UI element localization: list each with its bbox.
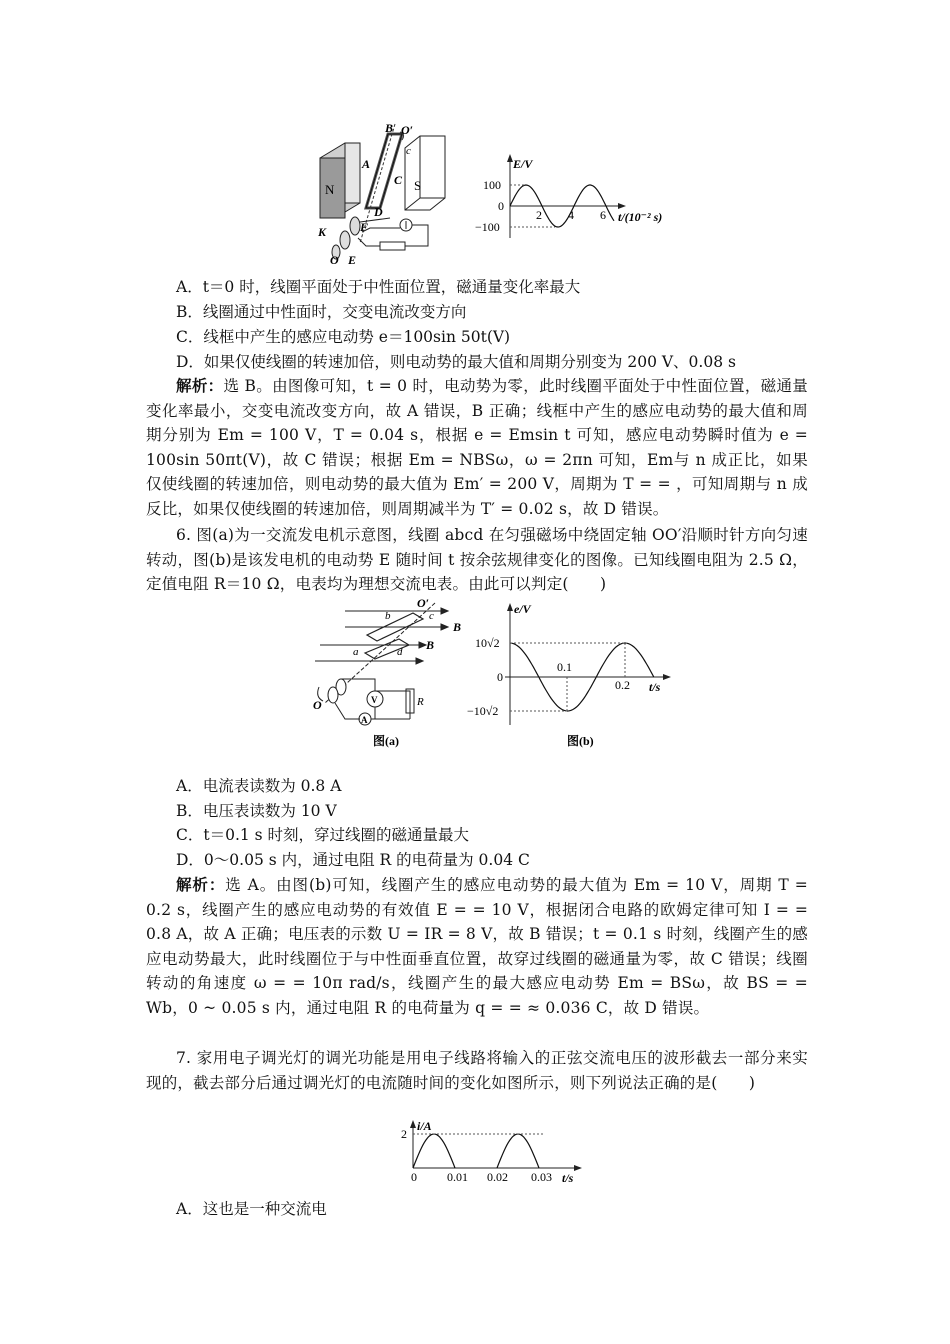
graph3-ymax: 2: [401, 1127, 407, 1141]
graph3-xtick-002: 0.02: [487, 1170, 508, 1182]
label-c: c: [406, 145, 411, 157]
fig2a-label-r: R: [417, 696, 424, 708]
q5-option-d: D．如果仅使线圈的转速加倍，则电动势的最大值和周期分别变为 200 V、0.08 s: [176, 353, 736, 371]
fig2a-ammeter: A: [361, 715, 368, 725]
fig2a-label-a: a: [353, 646, 359, 658]
fig2a-label-b2: B: [426, 638, 435, 652]
fig2a-label-b1: B: [453, 620, 462, 634]
fig2a-label-b: b: [385, 610, 391, 622]
graph1-xtick-4: 4: [568, 208, 574, 222]
graph2-yzero: 0: [497, 670, 503, 684]
graph1-ymax: 100: [483, 178, 501, 192]
q6-analysis-label: 解析：: [176, 875, 226, 894]
q6-option-b: B．电压表读数为 10 V: [176, 802, 337, 820]
emf-graph-2: [467, 602, 671, 748]
graph1-yzero: 0: [498, 199, 504, 213]
q6-option-a: A．电流表读数为 0.8 A: [176, 777, 342, 795]
q6-stem: 6. 图(a)为一交流发电机示意图，线圈 abcd 在匀强磁场中绕固定轴 OO′沿顺时针方向匀速转动，图(b)是该发电机的电动势 E 随时间 t 按余弦规律变化的图像。已知线圈电阻为 2.5 Ω，定值电阻 R＝10 Ω，电表均为理想交流电表。由此可以判定( ): [146, 526, 808, 594]
figure-1-generator: [300, 118, 680, 268]
graph3-xlabel: t/s: [562, 1171, 574, 1182]
magnet-n: [320, 143, 360, 218]
graph1-xlabel: t/(10⁻² s): [618, 210, 663, 224]
graph1-ymin: −100: [475, 220, 500, 234]
label-n: N: [325, 182, 335, 197]
label-s: S: [414, 178, 422, 193]
graph3-ylabel: i/A: [417, 1119, 432, 1133]
figure-2: [305, 595, 690, 755]
q7-stem: 7. 家用电子调光灯的调光功能是用电子线路将输入的正弦交流电压的波形截去一部分来实现的，截去部分后通过调光灯的电流随时间的变化如图所示，则下列说法正确的是( ): [146, 1049, 808, 1092]
q7-option-a: A．这也是一种交流电: [176, 1200, 327, 1218]
graph2-xlabel: t/s: [649, 680, 661, 694]
fig2a-voltmeter: V: [371, 695, 378, 705]
q6-analysis: [146, 873, 808, 1021]
q5-analysis-text: 选 B。由图像可知，t = 0 时，电动势为零，此时线圈平面处于中性面位置，磁通量变化率最小，交变电流改变方向，故 A 错误，B 正确；线框中产生的感应电动势的最大值和周期分别为 Em = 100 V，T = 0.04 s，根据 e = Emsin t 可知，感应电动势瞬时值为 e = 100sin 50πt(V)，故 C 错误；根据 Em = NBSω，ω = 2πn 可知，Em与 n 成正比，如果仅使线圈的转速加倍，则电动势的最大值为 Em′ = 200 V，周期为 T = = ，可知周期与 n 成反比，如果仅使线圈的转速加倍，则周期减半为 T′ = 0.02 s，故 D 错误。: [146, 377, 808, 518]
q5-option-c: C．线框中产生的感应电动势 e＝100sin 50t(V): [176, 328, 511, 346]
fig2a-label-d: d: [397, 646, 403, 658]
figure-3-current-graph: [395, 1118, 595, 1182]
graph3-xtick-003: 0.03: [531, 1170, 552, 1182]
magnet-s: [405, 136, 445, 210]
label-k: K: [318, 225, 327, 239]
graph2-ylabel: e/V: [514, 602, 531, 616]
label-o: O: [330, 253, 339, 267]
q5-option-a: A．t＝0 时，线圈平面处于中性面位置，磁通量变化率最大: [176, 278, 581, 296]
graph2-xtick-01: 0.1: [557, 660, 572, 674]
fig2a-caption: 图(a): [373, 734, 399, 748]
q5-option-b: B．线圈通过中性面时，交变电流改变方向: [176, 303, 467, 321]
graph3-xtick-001: 0.01: [447, 1170, 468, 1182]
fig2a-label-c: c: [429, 610, 434, 622]
current-curve: [413, 1134, 539, 1168]
q6-analysis-text: 选 A。由图(b)可知，线圈产生的感应电动势的最大值为 Em = 10 V，周期 T = 0.2 s，线圈产生的感应电动势的有效值 E = = 10 V，根据闭合电路的欧姆定律可知 I = = 0.8 A，故 A 正确；电压表的示数 U = IR = 8 V，故 B 错误；t = 0.1 s 时刻，线圈产生的感应电动势最大，此时线圈位于与中性面垂直位置，故穿过线圈的磁通量为零，故 C 错误；线圈转动的角速度 ω = = 10π rad/s，线圈产生的最大感应电动势 Em = BSω，故 BS = = Wb，0 ~ 0.05 s 内，通过电阻 R 的电荷量为 q = = ≈ 0.036 C，故 D 错误。: [146, 876, 808, 1017]
label-b: B: [385, 121, 394, 135]
label-d: D: [374, 205, 383, 219]
fig2a-label-o: O: [313, 698, 322, 712]
q5-analysis: [146, 374, 808, 522]
graph1-xtick-6: 6: [600, 208, 606, 222]
label-c-upper: C: [394, 173, 403, 187]
label-f: F: [360, 220, 369, 234]
graph2-xtick-02: 0.2: [615, 678, 630, 692]
label-e: E: [348, 253, 357, 267]
external-circuit: [358, 218, 428, 250]
label-oprime: O′: [401, 123, 414, 137]
graph3-xtick-0: 0: [411, 1170, 417, 1182]
q6-option-c: C．t＝0.1 s 时刻，穿过线圈的磁通量最大: [176, 826, 470, 844]
fig2b-caption: 图(b): [567, 734, 594, 748]
q6-option-d: D．0～0.05 s 内，通过电阻 R 的电荷量为 0.04 C: [176, 851, 530, 869]
graph1-xtick-2: 2: [536, 208, 542, 222]
q5-analysis-label: 解析：: [176, 376, 224, 395]
graph1-ylabel: E/V: [513, 157, 533, 171]
label-a: A: [362, 157, 371, 171]
fig2a-label-oprime: O′: [417, 596, 430, 610]
graph2-ymax: 10√2: [475, 636, 500, 650]
graph2-ymin: −10√2: [467, 704, 499, 718]
emf-graph-1: [475, 154, 662, 238]
